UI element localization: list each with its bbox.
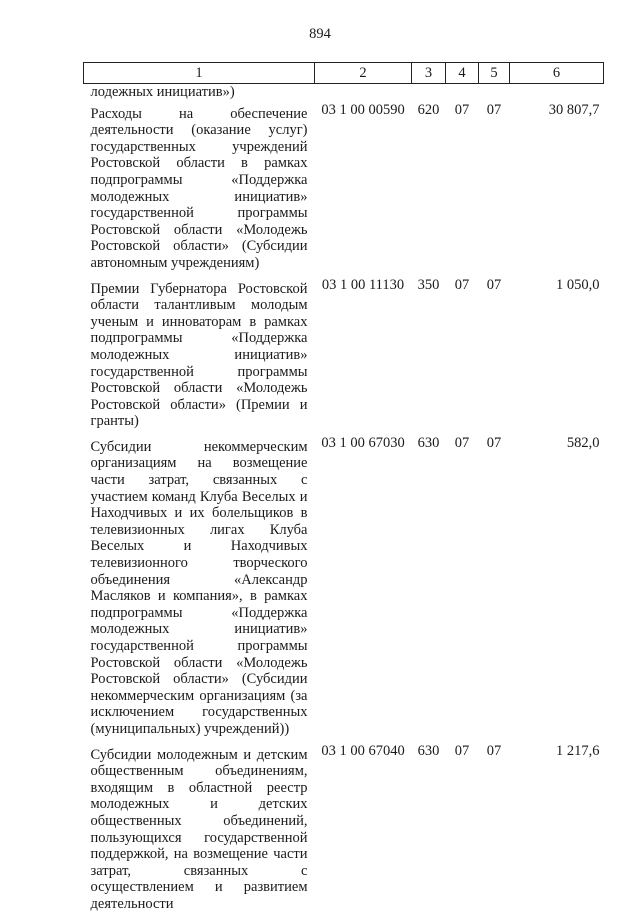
row-code: 03 1 00 00590 — [321, 101, 405, 118]
table-row — [84, 742, 604, 917]
row-rz: 07 — [454, 276, 470, 293]
column-header-3: 3 — [412, 63, 446, 84]
row-pr: 07 — [486, 434, 502, 451]
table-row — [84, 101, 604, 276]
row-vr: 630 — [417, 434, 440, 451]
table-row — [84, 434, 604, 742]
row-amount: 1 050,0 — [556, 276, 600, 293]
page-number: 894 — [309, 26, 331, 42]
row-pr: 07 — [486, 742, 502, 759]
row-amount: 582,0 — [566, 434, 600, 451]
column-header-1: 1 — [84, 63, 315, 84]
continuation-row — [84, 84, 604, 101]
row-vr: 630 — [417, 742, 440, 759]
row-vr: 350 — [417, 276, 440, 293]
row-vr: 620 — [417, 101, 440, 118]
row-description: Субсидии молодежным и детским общественным объединениям, входящим в областной реестр молодежных и детских общественных объединений, пользующихся государственной поддержкой, на возмещение части затрат, связанных с осуществлением и развитием деятельности — [90, 746, 308, 912]
column-header-5: 5 — [479, 63, 510, 84]
row-code: 03 1 00 67030 — [321, 434, 405, 451]
row-rz: 07 — [454, 434, 470, 451]
row-rz: 07 — [454, 101, 470, 118]
budget-table — [83, 62, 604, 917]
column-header-4: 4 — [446, 63, 479, 84]
row-description: Субсидии некоммерческим организациям на возмещение части затрат, связанных с участием команд Клуба Веселых и Находчивых и их болельщиков в телевизионных лигах Клуба Веселых и Находчивых телевизионного творческого объединения «Александр Масляков и компания», в рамках подпрограммы «Поддержка молодежных инициатив» государственной программы Ростовской области «Молодежь Ростовской области» (Субсидии некоммерческим организациям (за исключением государственных (муниципальных) учреждений)) — [90, 438, 308, 737]
column-header-6: 6 — [510, 63, 604, 84]
row-amount: 30 807,7 — [548, 101, 600, 118]
table-row — [84, 276, 604, 434]
row-amount: 1 217,6 — [556, 742, 600, 759]
table-header-row — [84, 63, 604, 84]
row-code: 03 1 00 67040 — [321, 742, 405, 759]
row-code: 03 1 00 11130 — [321, 276, 405, 293]
column-header-2: 2 — [315, 63, 412, 84]
row-description: Расходы на обеспечение деятельности (оказание услуг) государственных учреждений Ростовской области в рамках подпрограммы «Поддержка молодежных инициатив» государственной программы Ростовской области «Молодежь Ростовской области» (Субсидии автономным учреждениям) — [90, 105, 308, 271]
row-rz: 07 — [454, 742, 470, 759]
row-description: Премии Губернатора Ростовской области талантливым молодым ученым и инноваторам в рамках подпрограммы «Поддержка молодежных инициатив» государственной программы Ростовской области «Молодежь Ростовской области» (Премии и гранты) — [90, 280, 308, 430]
row-pr: 07 — [486, 101, 502, 118]
row-pr: 07 — [486, 276, 502, 293]
continuation-text: лодежных инициатив») — [90, 84, 235, 100]
